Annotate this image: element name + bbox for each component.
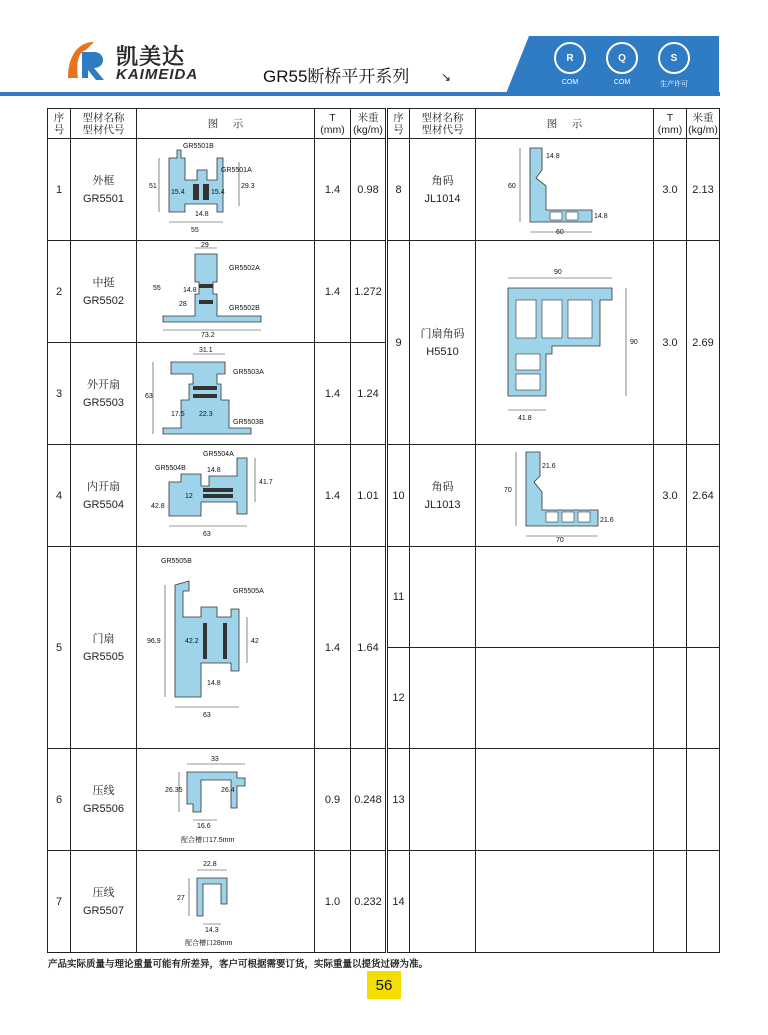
profile-name: 中挺 [92,276,115,289]
profile-figure-cell [476,139,654,241]
profile-spec-table [47,108,720,953]
empty-cell [476,547,654,648]
table-row [48,445,720,547]
dim-label: 60 [507,183,516,190]
row-no: 5 [48,547,71,749]
dim-label: 90 [629,339,638,346]
thickness-value: 1.4 [315,445,351,547]
profile-code: GR5501 [83,192,124,205]
profile-figure-cell [137,445,315,547]
cert-q-icon: Q [606,42,638,74]
profile-drawing-gr5501 [141,140,311,236]
profile-name-cell [71,445,137,547]
kaimeida-logo-icon [64,38,114,84]
row-no: 13 [387,749,410,851]
dim-label: 14.8 [593,213,608,220]
col-name-header: 型材名称 型材代号 [71,109,137,139]
weight-value: 2.13 [687,139,720,241]
col-t-header: T (mm) [654,109,687,139]
empty-cell [654,547,687,648]
cert-r-icon: R [554,42,586,74]
series-title: GR55断桥平开系列 [263,67,410,86]
dim-label: 15.4 [170,189,185,196]
profile-code: GR5502 [83,294,124,307]
weight-value: 0.248 [351,749,387,851]
dim-label: 63 [144,393,153,400]
dim-label: 16.6 [196,823,211,830]
dim-label: GR5504A [202,451,234,458]
empty-cell [654,648,687,749]
cert-s-icon: S [658,42,690,74]
dim-label: 14.8 [182,287,197,294]
empty-cell [410,648,476,749]
dim-label: 12 [184,493,193,500]
weight-value: 2.69 [687,241,720,445]
col-no-header: 序 号 [387,109,410,139]
header-stripe [0,92,720,96]
row-no: 7 [48,851,71,953]
dim-label: 17.5 [170,411,185,418]
profile-name-cell [71,139,137,241]
row-no: 6 [48,749,71,851]
dim-label: 14.8 [194,211,209,218]
page-number: 56 [367,971,401,999]
row-no: 8 [387,139,410,241]
dim-label: 26.35 [164,787,183,794]
profile-drawing-gr5503 [141,344,311,440]
thickness-value: 1.4 [315,343,351,445]
profile-name: 压线 [92,784,115,797]
col-weight-header: 米重 (kg/m) [687,109,720,139]
profile-figure-cell [137,139,315,241]
dim-label: 15.4 [210,189,225,196]
thickness-value: 1.4 [315,139,351,241]
profile-code: JL1013 [424,498,461,511]
profile-name: 外框 [92,174,115,187]
dim-label: 55 [190,227,199,234]
empty-cell [687,851,720,953]
row-no: 9 [387,241,410,445]
dim-label: 42 [250,638,259,645]
profile-figure-cell [476,241,654,445]
cert-s-caption: 生产许可 [660,81,688,88]
thickness-value: 3.0 [654,241,687,445]
dim-label: 70 [555,537,564,542]
col-weight-header: 米重 (kg/m) [351,109,387,139]
table-header-row [48,109,720,139]
thickness-value: 3.0 [654,445,687,547]
empty-cell [654,851,687,953]
profile-code: H5510 [426,345,459,358]
profile-figure-cell [137,547,315,749]
mating-slot-note: 配合槽口28mm [184,940,232,947]
arrow-icon: ↘ [441,70,452,84]
weight-value: 1.24 [351,343,387,445]
dim-label: 63 [202,712,211,719]
empty-cell [654,749,687,851]
table-row [48,547,720,648]
profile-figure-cell [137,749,315,851]
dim-label: 90 [553,269,562,276]
brand-name-cn: 凯美达 [116,44,186,69]
table-row [48,749,720,851]
dim-label: 96.9 [146,638,161,645]
dim-label: 51 [148,183,157,190]
table-row [48,851,720,953]
col-t-header: T (mm) [315,109,351,139]
profile-name-cell [71,547,137,749]
row-no: 11 [387,547,410,648]
profile-name-cell [71,241,137,343]
table-row [48,241,720,343]
empty-cell [687,547,720,648]
profile-name: 门扇角码 [420,327,465,340]
dim-label: GR5503A [232,369,264,376]
profile-name-cell [410,139,476,241]
weight-value: 2.64 [687,445,720,547]
dim-label: 55 [152,285,161,292]
profile-code: GR5504 [83,498,124,511]
thickness-value: 1.0 [315,851,351,953]
dim-label: 42.8 [150,503,165,510]
dim-label: GR5501A [220,167,252,174]
dim-label: GR5503B [232,419,264,426]
thickness-value: 0.9 [315,749,351,851]
dim-label: 28 [178,301,187,308]
cert-r-caption: COM [561,79,579,86]
dim-label: 14.8 [206,467,221,474]
profile-figure-cell [137,851,315,953]
profile-drawing-jl1014 [480,140,650,236]
profile-drawing-gr5502 [141,242,311,338]
dim-label: 14.8 [206,680,221,687]
thickness-value: 1.4 [315,241,351,343]
row-no: 12 [387,648,410,749]
dim-label: GR5505B [160,558,192,565]
profile-name-cell [71,851,137,953]
mating-slot-note: 配合槽口17.5mm [180,837,234,844]
profile-code: JL1014 [424,192,461,205]
empty-cell [476,648,654,749]
empty-cell [476,749,654,851]
dim-label: 42.2 [184,638,199,645]
dim-label: 14.8 [545,153,560,160]
empty-cell [410,547,476,648]
profile-name-cell [71,343,137,445]
empty-cell [410,851,476,953]
profile-drawing-gr5505 [141,551,311,741]
dim-label: 29.3 [240,183,255,190]
profile-code: GR5503 [83,396,124,409]
dim-label: GR5502B [228,305,260,312]
thickness-value: 1.4 [315,547,351,749]
empty-cell [476,851,654,953]
thickness-value: 3.0 [654,139,687,241]
dim-label: 14.3 [204,927,219,934]
weight-value: 1.272 [351,241,387,343]
dim-label: 22.8 [202,861,217,868]
profile-drawing-gr5504 [141,446,311,542]
empty-cell [687,648,720,749]
dim-label: 60 [555,229,564,236]
dim-label: GR5505A [232,588,264,595]
brand-name-en: KAIMEIDA [116,66,199,83]
profile-name: 外开扇 [87,378,120,391]
col-no-header: 序 号 [48,109,71,139]
dim-label: 70 [503,487,512,494]
col-name-header: 型材名称 型材代号 [410,109,476,139]
weight-value: 1.01 [351,445,387,547]
profile-name: 角码 [431,174,454,187]
dim-label: GR5502A [228,265,260,272]
dim-label: 33 [210,756,219,763]
profile-code: GR5507 [83,904,124,917]
table-row [48,139,720,241]
empty-cell [410,749,476,851]
profile-name-cell [71,749,137,851]
row-no: 4 [48,445,71,547]
profile-name: 门扇 [92,632,115,645]
profile-name-cell [410,445,476,547]
profile-code: GR5505 [83,650,124,663]
dim-label: 26.4 [220,787,235,794]
profile-drawing-jl1013 [480,446,650,542]
page-header [0,0,768,100]
dim-label: 21.6 [541,463,556,470]
profile-figure-cell [137,343,315,445]
dim-label: 22.3 [198,411,213,418]
row-no: 1 [48,139,71,241]
footnote: 产品实际质量与理论重量可能有所差异，客户可根据需要订货，实际重量以提货过磅为准。 [48,959,429,970]
dim-label: 63 [202,531,211,538]
profile-figure-cell [476,445,654,547]
dim-label: 41.7 [258,479,273,486]
row-no: 2 [48,241,71,343]
profile-drawing-h5510 [480,246,650,436]
profile-name-cell [410,241,476,445]
profile-name: 内开扇 [87,480,120,493]
col-figure-header: 图 示 [476,109,654,139]
empty-cell [687,749,720,851]
dim-label: 41.8 [517,415,532,422]
profile-code: GR5506 [83,802,124,815]
dim-label: 31.1 [198,347,213,354]
profile-drawing-gr5506 [141,750,311,846]
col-figure-header: 图 示 [137,109,315,139]
dim-label: 21.6 [599,517,614,524]
row-no: 10 [387,445,410,547]
dim-label: GR5504B [154,465,186,472]
cert-q-caption: COM [613,79,631,86]
profile-name: 角码 [431,480,454,493]
weight-value: 1.64 [351,547,387,749]
profile-name: 压线 [92,886,115,899]
row-no: 14 [387,851,410,953]
weight-value: 0.98 [351,139,387,241]
dim-label: GR5501B [182,143,214,150]
weight-value: 0.232 [351,851,387,953]
dim-label: 27 [176,895,185,902]
row-no: 3 [48,343,71,445]
profile-drawing-gr5507 [141,852,311,948]
dim-label: 29 [200,242,209,249]
dim-label: 73.2 [200,332,215,338]
profile-figure-cell [137,241,315,343]
